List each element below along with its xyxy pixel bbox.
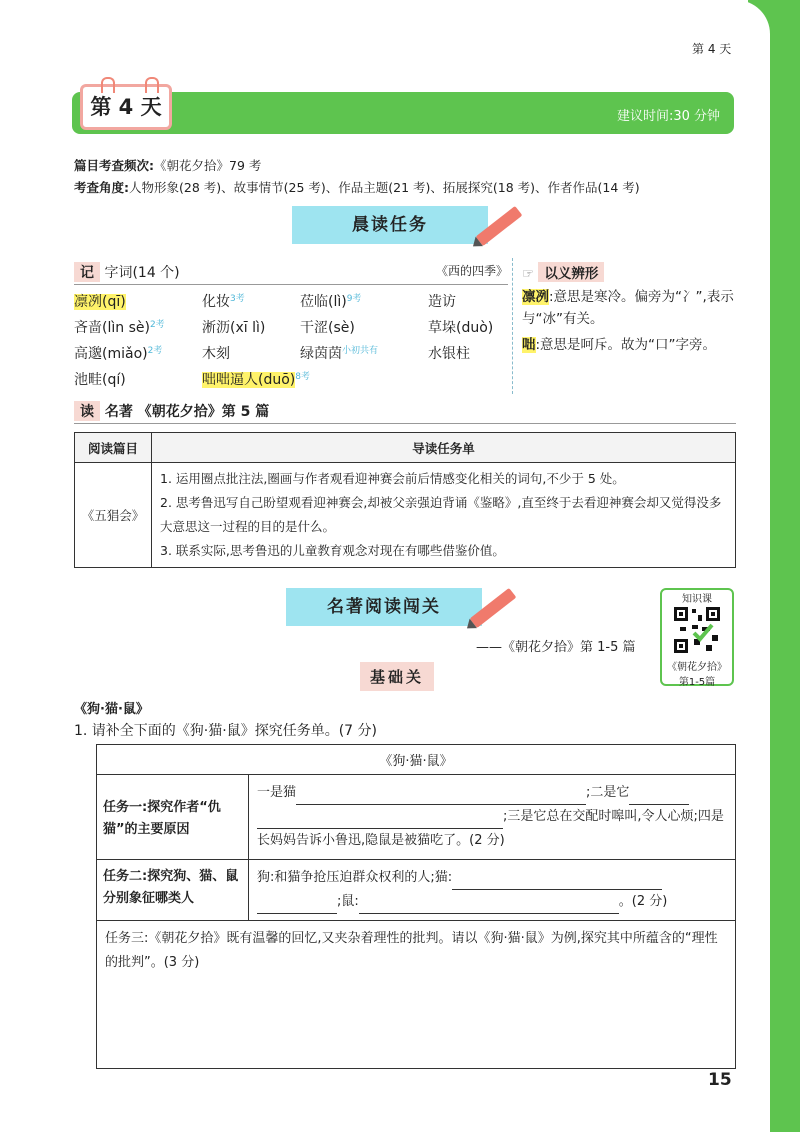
task1-label: 任务一:探究作者“仇猫”的主要原因 — [97, 775, 249, 860]
word-item: 凛冽(qī) — [74, 294, 126, 310]
frequency-line: 篇目考查频次:《朝花夕拾》79 考 — [74, 158, 262, 173]
word-item: 化妆$^{3考}$ — [202, 294, 245, 310]
word-item: 木刻 — [202, 346, 230, 362]
answer-blank[interactable] — [629, 790, 689, 805]
calendar-ring-icon — [101, 77, 115, 93]
word-item: 草垛(duò) — [428, 320, 494, 336]
guide-table — [74, 432, 736, 568]
word-item: 吝啬(lìn sè)$^{2考}$ — [74, 320, 165, 336]
word-item: 造访 — [428, 294, 456, 310]
answer-blank[interactable] — [257, 814, 503, 829]
answer-blank[interactable] — [452, 875, 662, 890]
side-note-2: 咄:意思是呵斥。故为“口”字旁。 — [522, 337, 717, 353]
side-note-header — [522, 262, 604, 282]
word-item: 高邈(miǎo)$^{2考}$ — [74, 346, 163, 362]
suggested-time: 建议时间:30 分钟 — [616, 109, 720, 124]
guide-row-right — [152, 463, 736, 568]
qr-label-top: 知识课 — [682, 594, 712, 605]
word-item: 水银柱 — [428, 346, 470, 362]
pointing-hand-icon: ☞ — [522, 266, 535, 282]
guide-item: 3. 联系实际,思考鲁迅的儿童教育观念对现在有哪些借鉴价值。 — [160, 543, 505, 558]
qr-label-bottom: 《朝花夕拾》 — [667, 662, 727, 673]
section-title: 《狗·猫·鼠》 — [74, 702, 149, 717]
word-item: 淅沥(xī lì) — [202, 320, 266, 336]
angle-line: 考查角度:人物形象(28 考)、故事情节(25 考)、作品主题(21 考)、拓展探究(18 考)、作者作品(14 考) — [74, 180, 640, 195]
word-item: 绿茵茵$^{小初共有}$ — [300, 346, 379, 362]
answer-blank[interactable] — [296, 790, 586, 805]
read-tag: 读 — [74, 401, 100, 421]
side-note-1: 凛冽:意思是寒冷。偏旁为“冫”,表示与“冰”有关。 — [522, 289, 734, 327]
words-source: 《西的四季》 — [435, 264, 508, 278]
page-number: 15 — [708, 1070, 732, 1090]
task2-content: 狗:和猫争抢压迫群众权利的人;猫: ;鼠: 。(2 分) — [249, 860, 736, 921]
words-tag: 记 — [74, 262, 100, 282]
day-indicator: 第 4 天 — [692, 42, 732, 56]
question-1: 1. 请补全下面的《狗·猫·鼠》探究任务单。(7 分) — [74, 723, 377, 739]
qr-label-bottom-2: 第1-5篇 — [678, 677, 716, 688]
words-label: 字词(14 个) — [104, 265, 180, 281]
read-title: 名著 《朝花夕拾》第 5 篇 — [104, 404, 270, 420]
reading-scope: ——《朝花夕拾》第 1-5 篇 — [476, 640, 636, 655]
guide-head-right: 导读任务单 — [152, 433, 736, 463]
task3[interactable]: 任务三:《朝花夕拾》既有温馨的回忆,又夹杂着理性的批判。请以《狗·猫·鼠》为例,探究其中所蕴含的“理性的批判”。(3 分) — [97, 921, 736, 1069]
word-item: 莅临(lì)$^{9考}$ — [300, 294, 362, 310]
morning-task-title: 晨读任务 — [292, 206, 488, 244]
answer-blank[interactable] — [257, 899, 337, 914]
qr-code-icon — [672, 605, 722, 655]
task-sheet — [96, 744, 736, 1069]
task2-label: 任务二:探究狗、猫、鼠分别象征哪类人 — [97, 860, 249, 921]
task-sheet-title: 《狗·猫·鼠》 — [97, 745, 736, 775]
words-header — [74, 262, 508, 285]
guide-item: 1. 运用圈点批注法,圈画与作者观看迎神赛会前后情感变化相关的词句,不少于 5 处。 — [160, 471, 625, 486]
word-item: 池畦(qí) — [74, 372, 126, 388]
word-item: 干涩(sè) — [300, 320, 355, 336]
word-item: 咄咄逼人(duō)$^{8考}$ — [202, 372, 310, 388]
side-note-tag: 以义辨形 — [538, 262, 604, 282]
day-title: 第 4 天 — [90, 95, 162, 119]
calendar-ring-icon — [145, 77, 159, 93]
guide-head-left: 阅读篇目 — [75, 433, 152, 463]
day-title-box — [80, 84, 172, 130]
column-divider — [512, 258, 513, 394]
reading-challenge-title: 名著阅读闯关 — [286, 588, 482, 626]
level-badge: 基础关 — [360, 662, 434, 691]
qr-card[interactable] — [660, 588, 734, 686]
answer-blank[interactable] — [359, 899, 619, 914]
task1-content: 一是猫 ;二是它 ;三是它总在交配时嗥叫,令人心烦;四是长妈妈告诉小鲁迅,隐鼠是被猫吃了。(2 分) — [249, 775, 736, 860]
guide-item: 2. 思考鲁迅写自己盼望观看迎神赛会,却被父亲强迫背诵《鉴略》,直至终于去看迎神赛会却又觉得没多大意思这一过程的目的是什么。 — [160, 495, 722, 534]
guide-row-left: 《五猖会》 — [75, 463, 152, 568]
read-header — [74, 401, 736, 424]
